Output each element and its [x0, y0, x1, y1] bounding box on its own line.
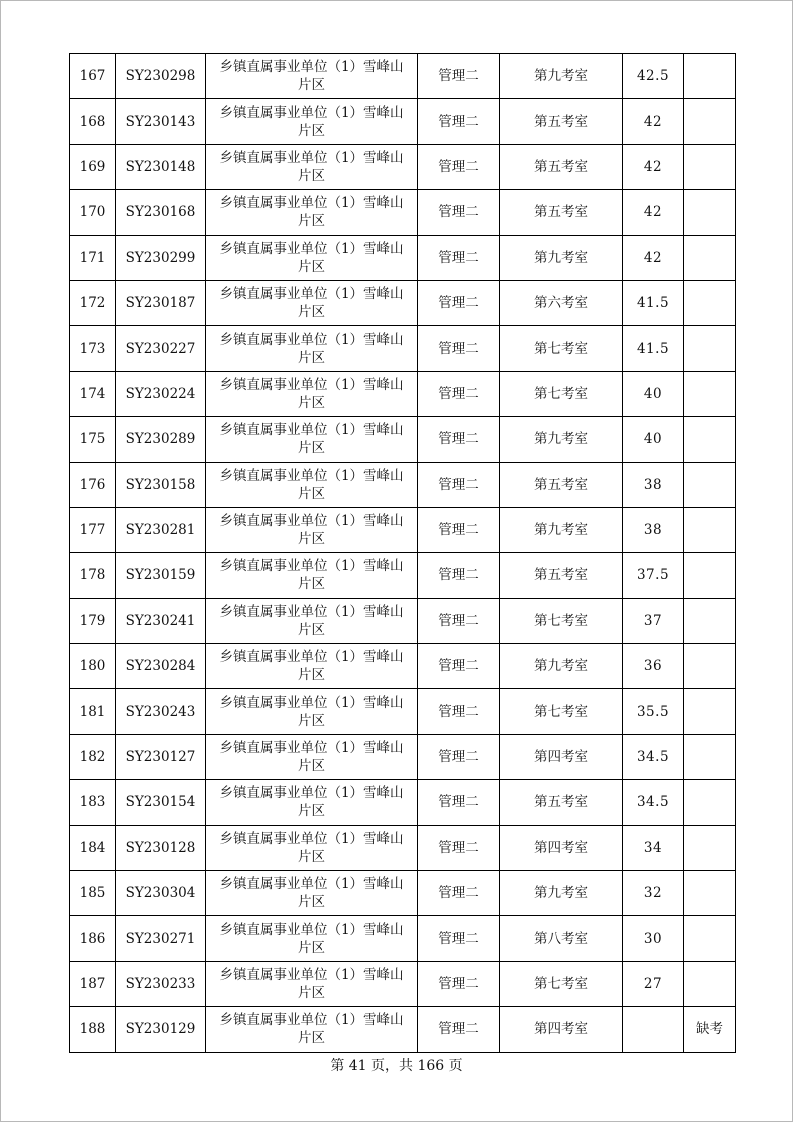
position-cell: 管理二: [418, 689, 500, 734]
unit-cell: [206, 417, 418, 462]
unit-cell: [206, 144, 418, 189]
remark-cell: [684, 961, 736, 1006]
unit-cell: [206, 235, 418, 280]
unit-text: 乡镇直属事业单位（1）雪峰山片区: [219, 513, 404, 548]
seq-cell: 177: [70, 507, 116, 552]
table-row: [70, 780, 736, 825]
results-table-body: [70, 54, 736, 1053]
score-cell: 32: [623, 871, 684, 916]
position-cell: 管理二: [418, 961, 500, 1006]
unit-text: 乡镇直属事业单位（1）雪峰山片区: [219, 104, 404, 139]
table-row: [70, 462, 736, 507]
score-cell: 37: [623, 598, 684, 643]
candidate-id-cell: SY230227: [116, 326, 206, 371]
unit-cell: [206, 507, 418, 552]
remark-cell: [684, 371, 736, 416]
candidate-id-cell: SY230128: [116, 825, 206, 870]
score-cell: 42: [623, 190, 684, 235]
unit-cell: [206, 371, 418, 416]
exam-room-cell: 第五考室: [500, 780, 623, 825]
exam-room-cell: 第七考室: [500, 598, 623, 643]
score-cell: 40: [623, 371, 684, 416]
candidate-id-cell: SY230224: [116, 371, 206, 416]
seq-cell: 184: [70, 825, 116, 870]
exam-room-cell: 第四考室: [500, 825, 623, 870]
unit-cell: [206, 553, 418, 598]
seq-cell: 179: [70, 598, 116, 643]
table-row: [70, 371, 736, 416]
table-row: [70, 553, 736, 598]
unit-cell: [206, 190, 418, 235]
unit-text: 乡镇直属事业单位（1）雪峰山片区: [219, 649, 404, 684]
table-row: [70, 280, 736, 325]
candidate-id-cell: SY230299: [116, 235, 206, 280]
unit-text: 乡镇直属事业单位（1）雪峰山片区: [219, 331, 404, 366]
seq-cell: 173: [70, 326, 116, 371]
score-cell: 42: [623, 99, 684, 144]
seq-cell: 182: [70, 734, 116, 779]
remark-cell: [684, 916, 736, 961]
score-cell: 34.5: [623, 734, 684, 779]
exam-room-cell: 第九考室: [500, 417, 623, 462]
seq-cell: 174: [70, 371, 116, 416]
unit-cell: [206, 689, 418, 734]
page-footer: 第 41 页，共 166 页: [330, 1058, 463, 1074]
table-row: [70, 507, 736, 552]
exam-room-cell: 第七考室: [500, 961, 623, 1006]
remark-cell: [684, 825, 736, 870]
score-cell: 27: [623, 961, 684, 1006]
table-row: [70, 190, 736, 235]
score-cell: 36: [623, 644, 684, 689]
table-row: [70, 871, 736, 916]
remark-cell: [684, 734, 736, 779]
position-cell: 管理二: [418, 916, 500, 961]
seq-cell: 180: [70, 644, 116, 689]
unit-cell: [206, 1007, 418, 1052]
seq-cell: 183: [70, 780, 116, 825]
position-cell: 管理二: [418, 280, 500, 325]
candidate-id-cell: SY230148: [116, 144, 206, 189]
unit-text: 乡镇直属事业单位（1）雪峰山片区: [219, 149, 404, 184]
table-row: [70, 734, 736, 779]
candidate-id-cell: SY230129: [116, 1007, 206, 1052]
unit-cell: [206, 462, 418, 507]
remark-cell: [684, 553, 736, 598]
remark-cell: [684, 144, 736, 189]
remark-cell: [684, 280, 736, 325]
remark-cell: [684, 598, 736, 643]
table-row: [70, 825, 736, 870]
candidate-id-cell: SY230187: [116, 280, 206, 325]
exam-room-cell: 第七考室: [500, 689, 623, 734]
remark-cell: [684, 689, 736, 734]
unit-cell: [206, 644, 418, 689]
seq-cell: 178: [70, 553, 116, 598]
results-table: [69, 53, 736, 1053]
exam-room-cell: 第五考室: [500, 144, 623, 189]
exam-room-cell: 第五考室: [500, 462, 623, 507]
candidate-id-cell: SY230271: [116, 916, 206, 961]
score-cell: 41.5: [623, 326, 684, 371]
table-row: [70, 144, 736, 189]
remark-cell: [684, 871, 736, 916]
unit-cell: [206, 54, 418, 99]
position-cell: 管理二: [418, 871, 500, 916]
candidate-id-cell: SY230241: [116, 598, 206, 643]
candidate-id-cell: SY230159: [116, 553, 206, 598]
unit-text: 乡镇直属事业单位（1）雪峰山片区: [219, 467, 404, 502]
exam-room-cell: 第五考室: [500, 99, 623, 144]
seq-cell: 171: [70, 235, 116, 280]
unit-cell: [206, 871, 418, 916]
score-cell: [623, 1007, 684, 1052]
unit-text: 乡镇直属事业单位（1）雪峰山片区: [219, 195, 404, 230]
position-cell: 管理二: [418, 99, 500, 144]
position-cell: 管理二: [418, 190, 500, 235]
exam-room-cell: 第六考室: [500, 280, 623, 325]
unit-text: 乡镇直属事业单位（1）雪峰山片区: [219, 376, 404, 411]
unit-text: 乡镇直属事业单位（1）雪峰山片区: [219, 921, 404, 956]
seq-cell: 176: [70, 462, 116, 507]
unit-text: 乡镇直属事业单位（1）雪峰山片区: [219, 422, 404, 457]
unit-cell: [206, 734, 418, 779]
position-cell: 管理二: [418, 235, 500, 280]
exam-room-cell: 第九考室: [500, 871, 623, 916]
table-row: [70, 644, 736, 689]
score-cell: 42: [623, 144, 684, 189]
seq-cell: 181: [70, 689, 116, 734]
unit-text: 乡镇直属事业单位（1）雪峰山片区: [219, 1012, 404, 1047]
remark-cell: [684, 780, 736, 825]
seq-cell: 188: [70, 1007, 116, 1052]
seq-cell: 175: [70, 417, 116, 462]
remark-cell: 缺考: [684, 1007, 736, 1052]
exam-room-cell: 第四考室: [500, 1007, 623, 1052]
unit-text: 乡镇直属事业单位（1）雪峰山片区: [219, 603, 404, 638]
position-cell: 管理二: [418, 644, 500, 689]
remark-cell: [684, 190, 736, 235]
remark-cell: [684, 326, 736, 371]
table-row: [70, 99, 736, 144]
unit-cell: [206, 326, 418, 371]
table-row: [70, 916, 736, 961]
position-cell: 管理二: [418, 780, 500, 825]
score-cell: 37.5: [623, 553, 684, 598]
remark-cell: [684, 235, 736, 280]
candidate-id-cell: SY230289: [116, 417, 206, 462]
unit-text: 乡镇直属事业单位（1）雪峰山片区: [219, 694, 404, 729]
score-cell: 42.5: [623, 54, 684, 99]
table-row: [70, 689, 736, 734]
unit-text: 乡镇直属事业单位（1）雪峰山片区: [219, 876, 404, 911]
seq-cell: 169: [70, 144, 116, 189]
position-cell: 管理二: [418, 144, 500, 189]
seq-cell: 168: [70, 99, 116, 144]
table-row: [70, 1007, 736, 1052]
exam-room-cell: 第九考室: [500, 644, 623, 689]
unit-text: 乡镇直属事业单位（1）雪峰山片区: [219, 785, 404, 820]
candidate-id-cell: SY230298: [116, 54, 206, 99]
remark-cell: [684, 54, 736, 99]
unit-cell: [206, 99, 418, 144]
position-cell: 管理二: [418, 371, 500, 416]
position-cell: 管理二: [418, 54, 500, 99]
exam-room-cell: 第八考室: [500, 916, 623, 961]
unit-cell: [206, 825, 418, 870]
remark-cell: [684, 644, 736, 689]
seq-cell: 186: [70, 916, 116, 961]
score-cell: 40: [623, 417, 684, 462]
unit-text: 乡镇直属事业单位（1）雪峰山片区: [219, 558, 404, 593]
score-cell: 42: [623, 235, 684, 280]
candidate-id-cell: SY230158: [116, 462, 206, 507]
table-row: [70, 235, 736, 280]
unit-cell: [206, 780, 418, 825]
candidate-id-cell: SY230233: [116, 961, 206, 1006]
score-cell: 30: [623, 916, 684, 961]
remark-cell: [684, 99, 736, 144]
position-cell: 管理二: [418, 553, 500, 598]
unit-cell: [206, 961, 418, 1006]
exam-room-cell: 第五考室: [500, 190, 623, 235]
position-cell: 管理二: [418, 326, 500, 371]
position-cell: 管理二: [418, 462, 500, 507]
candidate-id-cell: SY230243: [116, 689, 206, 734]
seq-cell: 167: [70, 54, 116, 99]
seq-cell: 172: [70, 280, 116, 325]
exam-room-cell: 第七考室: [500, 326, 623, 371]
candidate-id-cell: SY230284: [116, 644, 206, 689]
remark-cell: [684, 507, 736, 552]
unit-text: 乡镇直属事业单位（1）雪峰山片区: [219, 830, 404, 865]
table-row: [70, 54, 736, 99]
remark-cell: [684, 462, 736, 507]
exam-room-cell: 第九考室: [500, 507, 623, 552]
unit-text: 乡镇直属事业单位（1）雪峰山片区: [219, 967, 404, 1001]
table-row: [70, 417, 736, 462]
unit-text: 乡镇直属事业单位（1）雪峰山片区: [219, 740, 404, 775]
unit-cell: [206, 916, 418, 961]
candidate-id-cell: SY230304: [116, 871, 206, 916]
table-row: [70, 961, 736, 1006]
candidate-id-cell: SY230127: [116, 734, 206, 779]
table-row: [70, 326, 736, 371]
exam-room-cell: 第七考室: [500, 371, 623, 416]
seq-cell: 187: [70, 961, 116, 1006]
score-cell: 34: [623, 825, 684, 870]
unit-text: 乡镇直属事业单位（1）雪峰山片区: [219, 286, 404, 321]
exam-room-cell: 第五考室: [500, 553, 623, 598]
exam-room-cell: 第九考室: [500, 235, 623, 280]
position-cell: 管理二: [418, 417, 500, 462]
score-cell: 38: [623, 462, 684, 507]
position-cell: 管理二: [418, 734, 500, 779]
seq-cell: 170: [70, 190, 116, 235]
exam-room-cell: 第四考室: [500, 734, 623, 779]
score-cell: 35.5: [623, 689, 684, 734]
score-cell: 41.5: [623, 280, 684, 325]
unit-text: 乡镇直属事业单位（1）雪峰山片区: [219, 59, 404, 94]
unit-cell: [206, 280, 418, 325]
position-cell: 管理二: [418, 1007, 500, 1052]
candidate-id-cell: SY230281: [116, 507, 206, 552]
unit-text: 乡镇直属事业单位（1）雪峰山片区: [219, 240, 404, 275]
position-cell: 管理二: [418, 598, 500, 643]
candidate-id-cell: SY230143: [116, 99, 206, 144]
table-row: [70, 598, 736, 643]
score-cell: 34.5: [623, 780, 684, 825]
position-cell: 管理二: [418, 825, 500, 870]
candidate-id-cell: SY230154: [116, 780, 206, 825]
score-cell: 38: [623, 507, 684, 552]
remark-cell: [684, 417, 736, 462]
position-cell: 管理二: [418, 507, 500, 552]
unit-cell: [206, 598, 418, 643]
candidate-id-cell: SY230168: [116, 190, 206, 235]
seq-cell: 185: [70, 871, 116, 916]
exam-room-cell: 第九考室: [500, 54, 623, 99]
